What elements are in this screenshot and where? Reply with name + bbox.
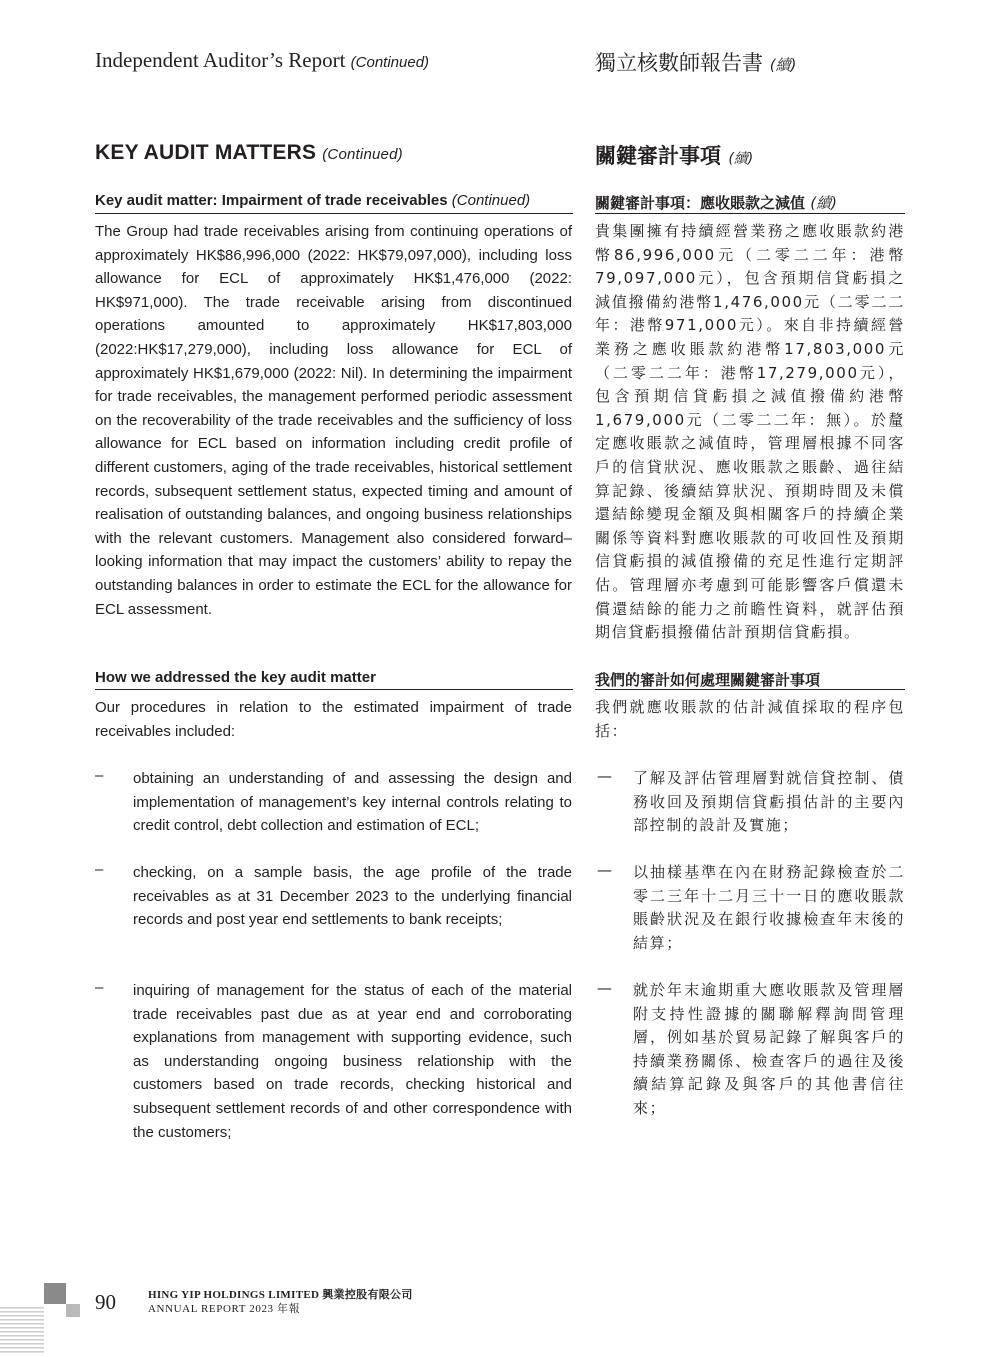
matter-heading-rule-zh	[595, 213, 905, 214]
addressed-heading-rule-en	[95, 689, 573, 690]
footer-decoration	[0, 1280, 82, 1357]
matter-body-zh: 貴集團擁有持續經營業務之應收賬款約港幣86,996,000元（二零二二年：港幣79,097,000元），包含預期信貸虧損之減值撥備約港幣1,476,000元（二零二二年：港幣971,000元）。來自非持續經營業務之應收賬款約港幣17,803,000元（二零二二年：港幣17,279,000元），包含預期信貸虧損之減值撥備約港幣1,679,000元（二零二二年：無）。於釐定應收賬款之減值時，管理層根據不同客戶的信貸狀況、應收賬款之賬齡、過往結算記錄、後續結算狀況、預期時間及未償還結餘變現金額及與相關客戶的持續企業關係等資料對應收賬款的可收回性及預期信貸虧損的減值撥備的充足性進行定期評估。管理層亦考慮到可能影響客戶償還未償還結餘的能力之前瞻性資料，就評估預期信貸虧損撥備估計預期信貸虧損。	[595, 222, 905, 642]
running-header-title-en: Independent Auditor’s Report	[95, 48, 346, 72]
addressed-heading-en: How we addressed the key audit matter	[95, 669, 376, 686]
section-title-zh	[595, 140, 753, 170]
procedure-item-en: obtaining an understanding of and assessing the design and implementation of management’s key internal controls relating to credit control, debt collection and estimation of ECL;	[133, 770, 572, 835]
section-title-text-en: KEY AUDIT MATTERS	[95, 141, 317, 164]
procedure-bullet-zh: —	[597, 767, 612, 785]
procedure-bullet-en: –	[95, 767, 104, 784]
procedures-intro-en: Our procedures in relation to the estimated impairment of trade receivables included:	[95, 699, 572, 740]
matter-body-en: The Group had trade receivables arising from continuing operations of approximately HK$86,996,000 (2022: HK$79,097,000), including loss allowance for ECL of approximately HK$1,476,000 (2022: HK$971,000). The trade receivable arising from discontinued operations amounted to approximately HK$17,803,000 (2022:HK$17,279,000), including loss allowance for ECL of approximately HK$1,679,000 (2022: Nil). In determining the impairment for trade receivables, the management performed periodic assessment on the recoverability of the trade receivables and the sufficiency of loss allowance for ECL based on information including credit profile of different customers, aging of the trade receivables, historical settlement records, subsequent settlement status, expected timing and amount of realisation of outstanding balances, and ongoing business relationships with the relevant customers. Management also considered forward–looking information that may impact the customers’ ability to repay the outstanding balances in order to estimate the ECL for the allowance for ECL assessment.	[95, 223, 572, 618]
procedure-item-zh: 就於年末逾期重大應收賬款及管理層附支持性證據的關聯解釋詢問管理層，例如基於貿易記錄了解與客戶的持續業務關係、檢查客戶的過往及後續結算記錄及與客戶的其他書信往來；	[633, 981, 905, 1117]
running-header-continued-en: (Continued)	[350, 54, 430, 71]
procedure-item-en: inquiring of management for the status of each of the material trade receivables past due as at year end and corroborating explanations from management with supporting evidence, such as understanding ongoing business relationship with the customers based on trade records, checking historical and subsequent settlement records of and other correspondence with the customers;	[133, 982, 572, 1141]
addressed-heading-zh: 我們的審計如何處理關鍵審計事項	[595, 671, 821, 689]
matter-heading-zh	[595, 192, 837, 213]
page-number: 90	[95, 1290, 116, 1314]
section-title-text-zh: 關鍵審計事項	[595, 144, 721, 168]
procedure-bullet-zh: —	[597, 861, 612, 879]
procedure-bullet-zh: —	[597, 979, 612, 997]
section-title-en	[95, 141, 403, 165]
procedure-item-zh: 以抽樣基準在內在財務記錄檢查於二零二三年十二月三十一日的應收賬款賬齡狀況及在銀行收據檢查年末後的結算；	[633, 863, 905, 952]
section-title-continued-en: (Continued)	[322, 146, 403, 163]
procedures-intro-zh: 我們就應收賬款的估計減值採取的程序包括：	[595, 698, 905, 740]
running-header-zh	[595, 47, 796, 77]
procedure-bullet-en: –	[95, 979, 104, 996]
procedure-bullet-en: –	[95, 861, 104, 878]
matter-heading-continued-zh: (續)	[810, 194, 837, 212]
matter-heading-text-zh: 關鍵審計事項：應收賬款之減值	[595, 194, 806, 212]
matter-heading-continued-en: (Continued)	[451, 192, 531, 209]
footer-report-title: ANNUAL REPORT 2023 年報	[148, 1303, 301, 1315]
footer-company-name: HING YIP HOLDINGS LIMITED 興業控股有限公司	[148, 1289, 413, 1301]
procedure-item-en: checking, on a sample basis, the age profile of the trade receivables as at 31 December 2023 to the underlying financial records and post year end settlements to bank receipts;	[133, 864, 572, 929]
procedure-item-zh: 了解及評估管理層對就信貸控制、債務收回及預期信貸虧損估計的主要內部控制的設計及實施；	[633, 769, 905, 835]
running-header-en	[95, 48, 429, 73]
addressed-heading-rule-zh	[595, 689, 905, 690]
matter-heading-rule-en	[95, 213, 573, 214]
running-header-title-zh: 獨立核數師報告書	[595, 51, 763, 75]
matter-heading-text-en: Key audit matter: Impairment of trade receivables	[95, 192, 448, 209]
matter-heading-en	[95, 192, 530, 209]
section-title-continued-zh: (續)	[728, 151, 754, 167]
running-header-continued-zh: (續)	[769, 56, 797, 74]
